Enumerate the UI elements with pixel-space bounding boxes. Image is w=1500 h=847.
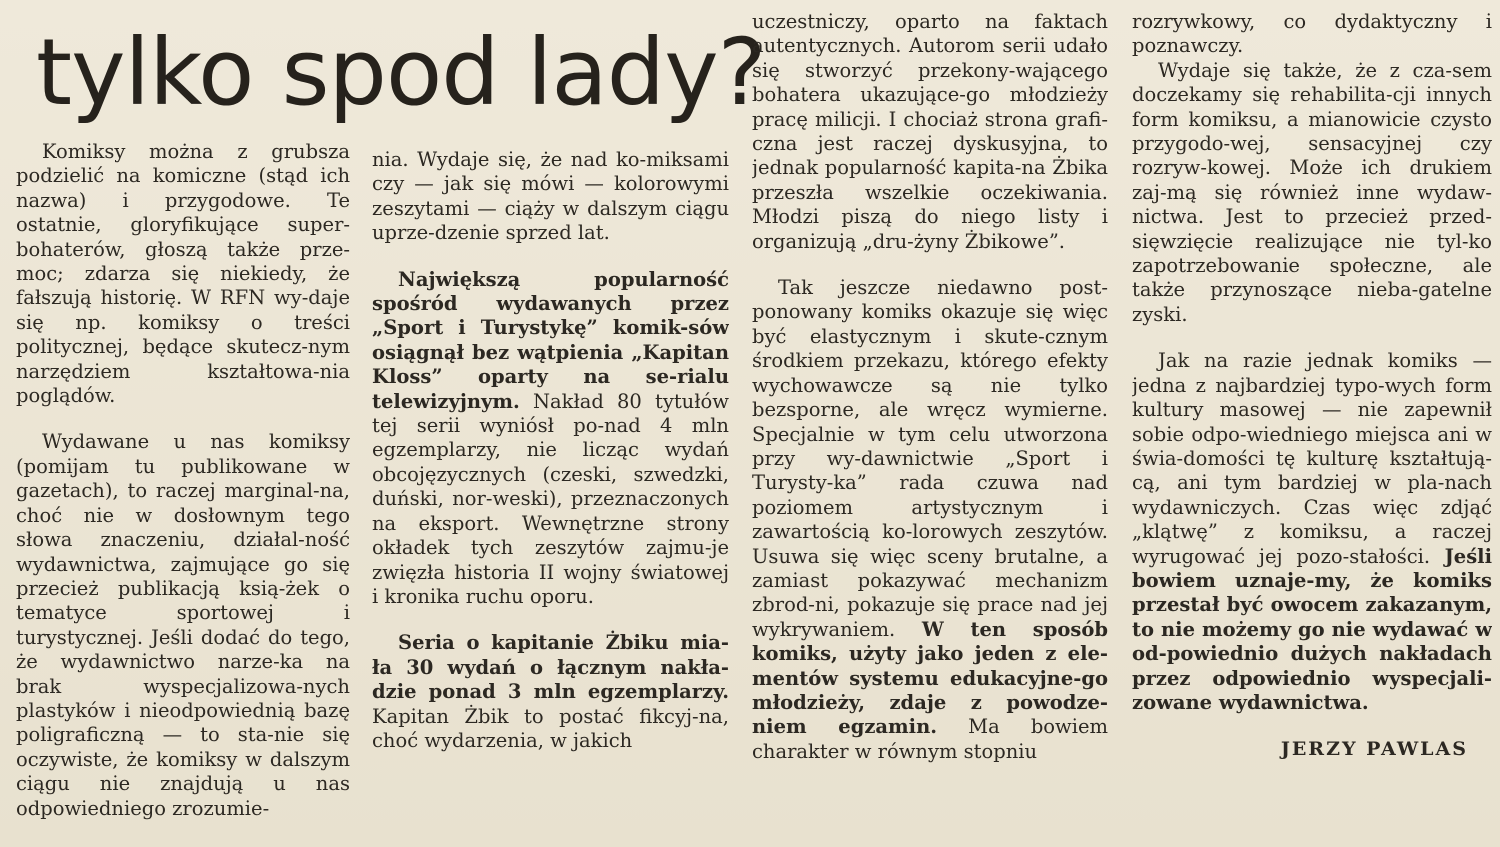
paragraph: Wydawane u nas komiksy (pomijam tu publikowane w gazetach), to raczej marginal-na, choć nie w dosłownym tego słowa znaczeniu, działal-ność wydawnictwa, zajmujące go się przecież publikacją ksią-żek o tematyce sportowej i turystycznej. Jeśli dodać do tego, że wydawnictwo narze-ka na brak wyspecjalizowa-nych plastyków i nieodpowiednią bazę poligraficzną — to sta-nie się oczywiste, że komiksy w dalszym ciągu nie znajdują u nas odpowiedniego zrozumie-	[16, 430, 350, 820]
paragraph: Komiksy można z grubsza podzielić na komiczne (stąd ich nazwa) i przygodowe. Te ostatnie, gloryfikujące super-bohaterów, głoszą także prze-moc; zdarza się niekiedy, że fałszują historię. W RFN wy-daje się np. komiksy o treści politycznej, będące skutecz-nym narzędziem kształtowa-nia poglądów.	[16, 140, 350, 408]
paragraph: uczestniczy, oparto na faktach autentycznych. Autorom serii udało się stworzyć przekony-wającego bohatera ukazujące-go młodzieży pracę milicji. I chociaż strona grafi-czna jest raczej dyskusyjna, to jednak popularność kapita-na Żbika przeszła wszelkie oczekiwania. Młodzi piszą do niego listy i organizują „dru-żyny Żbikowe”.	[752, 10, 1108, 253]
paragraph: Wydaje się także, że z cza-sem doczekamy się rehabilita-cji innych form komiksu, a mianowicie czysto przygodo-wej, sensacyjnej czy rozryw-kowej. Może ich drukiem zaj-mą się również inne wydaw-nictwa. Jest to przecież przed-sięwzięcie realizujące nie tyl-ko zapotrzebowanie społeczne, ale także przynoszące nieba-gatelne zyski.	[1132, 58, 1492, 326]
text-column-1	[16, 140, 350, 840]
paragraph-text: Ma bowiem charakter w równym stopniu	[752, 715, 1108, 763]
text-column-3	[752, 10, 1108, 840]
bold-lead: Seria o kapitanie Żbiku mia-ła 30 wydań o łącznym nakła-dzie ponad 3 mln egzemplarzy.	[372, 631, 729, 704]
paragraph-text: Jak na razie jednak komiks — jedna z najbardziej typo-wych form kultury masowej — nie zapewnił sobie odpo-wiedniego miejsca ani w świa-domości tę kulturę kształtują-cą, ani tym bardziej w pla-nach wydawniczych. Czas więc zdjąć „klątwę” z komiksu, a raczej wyrugować jej pozo-stałości.	[1132, 349, 1492, 568]
paragraph-text: Nakład 80 tytułów tej serii wyniósł po-nad 4 mln egzemplarzy, nie licząc wydań obcojęzycznych (czeski, szwedzki, duński, nor-weski), przeznaczonych na eksport. Wewnętrzne strony okładek tych zeszytów zajmu-je zwięzła historia II wojny światowej i kronika ruchu oporu.	[372, 389, 729, 608]
bold-passage: Jeśli bowiem uznaje-my, że komiks przestał być owocem zakazanym, to nie możemy go nie wydawać w od-powiednio dużych nakładach przez odpowiednio wyspecjali-zowane wydawnictwa.	[1132, 544, 1492, 714]
paragraph	[1132, 349, 1492, 715]
text-column-2	[372, 148, 729, 843]
paragraph: rozrywkowy, co dydaktyczny i poznawczy.	[1132, 10, 1492, 58]
text-column-4	[1132, 10, 1492, 840]
paragraph	[752, 276, 1108, 764]
paragraph: nia. Wydaje się, że nad ko-miksami czy — jak się mówi — kolorowymi zeszytami — ciąży w dalszym ciągu uprze-dzenie sprzed lat.	[372, 148, 729, 245]
bold-lead: Największą popularność spośród wydawanych przez „Sport i Turystykę” komik-sów osiągnął bez wątpienia „Kapitan Kloss” oparty na se-rialu telewizyjnym.	[372, 267, 729, 413]
paragraph-text: Kapitan Żbik to postać fikcyj-na, choć wydarzenia, w jakich	[372, 704, 729, 752]
paragraph	[372, 631, 729, 753]
article-headline: tylko spod lady?	[36, 19, 766, 126]
paragraph-text: Tak jeszcze niedawno post-ponowany komiks okazuje się więc być elastycznym i skute-cznym środkiem przekazu, którego efekty wychowawcze są nie tylko bezsporne, ale wręcz wymierne. Specjalnie w tym celu utworzona przy wy-dawnictwie „Sport i Turysty-ka” rada czuwa nad poziomem artystycznym i zawartością ko-lorowych zeszytów. Usuwa się więc sceny brutalne, a zamiast pokazywać mechanizm zbrod-ni, pokazuje się prace nad jej wykrywaniem.	[752, 276, 1108, 641]
paragraph	[372, 268, 729, 610]
author-signature: JERZY PAWLAS	[1280, 738, 1468, 761]
bold-passage: W ten sposób komiks, użyty jako jeden z ele-mentów systemu edukacyjne-go młodzieży, zdaje z powodze-niem egzamin.	[752, 617, 1108, 739]
